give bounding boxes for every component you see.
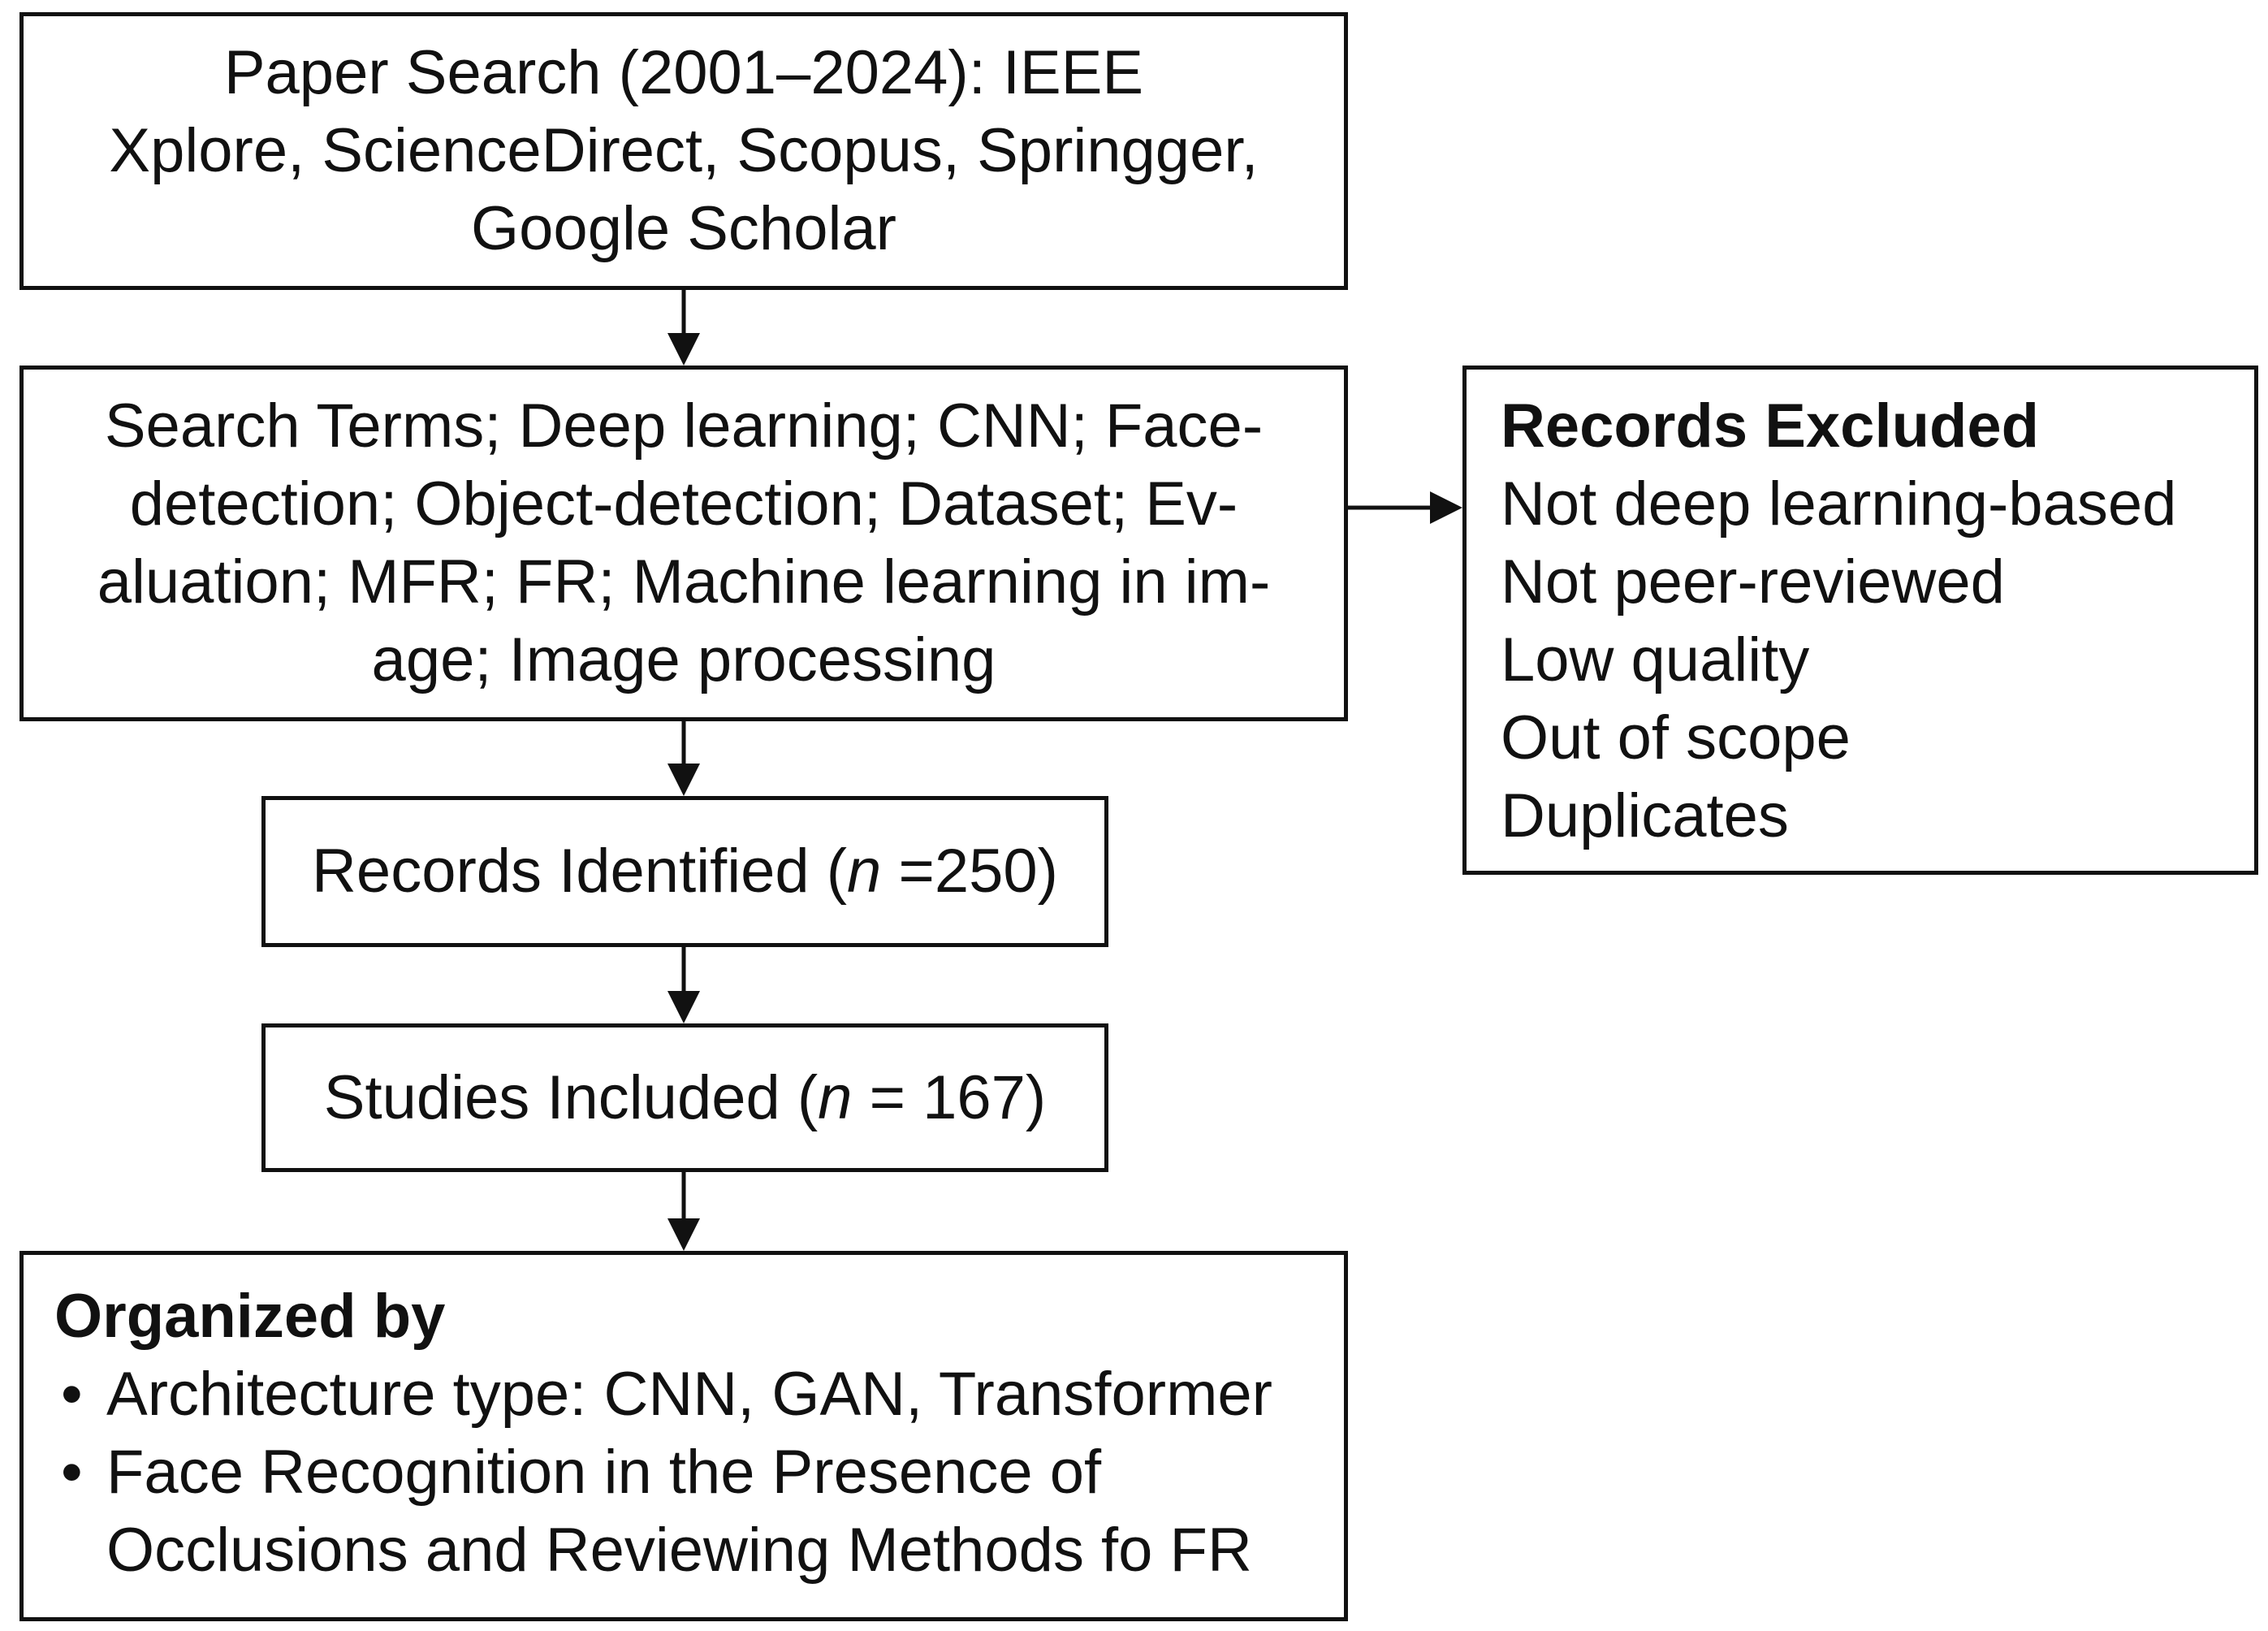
records-excluded-box xyxy=(1462,366,2258,875)
bullet-glyph: • xyxy=(61,1360,83,1429)
excluded-item: Not peer-reviewed xyxy=(1501,547,2005,616)
studies-included-n-symbol: n xyxy=(818,1062,853,1132)
bullet-line: Face Recognition in the Presence of xyxy=(106,1438,1102,1507)
arrowhead-identified-to-included xyxy=(667,991,700,1023)
paper-search-line: Xplore, ScienceDirect, Scopus, Springger, xyxy=(109,116,1259,185)
paper-search-line: Paper Search (2001–2024): IEEE xyxy=(223,38,1144,107)
records-identified-label: Records Identified ( xyxy=(312,837,848,906)
organized-by-box xyxy=(19,1251,1348,1621)
search-terms-box xyxy=(19,366,1348,721)
studies-included-text xyxy=(324,1059,1046,1137)
bullet-line: Occlusions and Reviewing Methods fo FR xyxy=(106,1516,1252,1585)
records-identified-count: =250) xyxy=(881,837,1058,906)
organized-by-bullet-item xyxy=(54,1434,1344,1590)
organized-by-bullet-item xyxy=(54,1356,1344,1434)
bullet-glyph: • xyxy=(61,1438,83,1507)
records-identified-n-symbol: n xyxy=(847,837,882,906)
arrowhead-included-to-organized xyxy=(667,1218,700,1251)
search-terms-text xyxy=(76,387,1292,699)
arrowhead-terms-to-excluded xyxy=(1430,491,1462,524)
excluded-item: Out of scope xyxy=(1501,703,1851,772)
search-terms-line: detection; Object-detection; Dataset; Ev- xyxy=(129,469,1238,539)
records-identified-text xyxy=(312,833,1058,911)
arrowhead-terms-to-identified xyxy=(667,764,700,796)
bullet-line: Architecture type: CNN, GAN, Transformer xyxy=(106,1360,1272,1429)
paper-search-text xyxy=(109,34,1258,268)
paper-search-line: Google Scholar xyxy=(471,194,896,263)
paper-search-box xyxy=(19,12,1348,290)
arrowhead-search-to-terms xyxy=(667,333,700,366)
organized-by-content xyxy=(54,1278,1344,1590)
search-terms-line: Search Terms; Deep learning; CNN; Face- xyxy=(104,392,1264,461)
search-terms-line: aluation; MFR; FR; Machine learning in im- xyxy=(97,547,1271,616)
excluded-item: Low quality xyxy=(1501,625,1810,694)
studies-included-box xyxy=(261,1023,1108,1172)
studies-included-label: Studies Included ( xyxy=(323,1062,819,1132)
studies-included-count: = 167) xyxy=(852,1062,1047,1132)
records-excluded-heading: Records Excluded xyxy=(1501,392,2040,461)
excluded-item: Duplicates xyxy=(1501,781,1789,850)
organized-by-heading: Organized by xyxy=(54,1282,446,1351)
search-terms-line: age; Image processing xyxy=(371,625,996,694)
excluded-item: Not deep learning-based xyxy=(1501,469,2177,539)
records-excluded-content xyxy=(1501,387,2176,855)
records-identified-box xyxy=(261,796,1108,947)
